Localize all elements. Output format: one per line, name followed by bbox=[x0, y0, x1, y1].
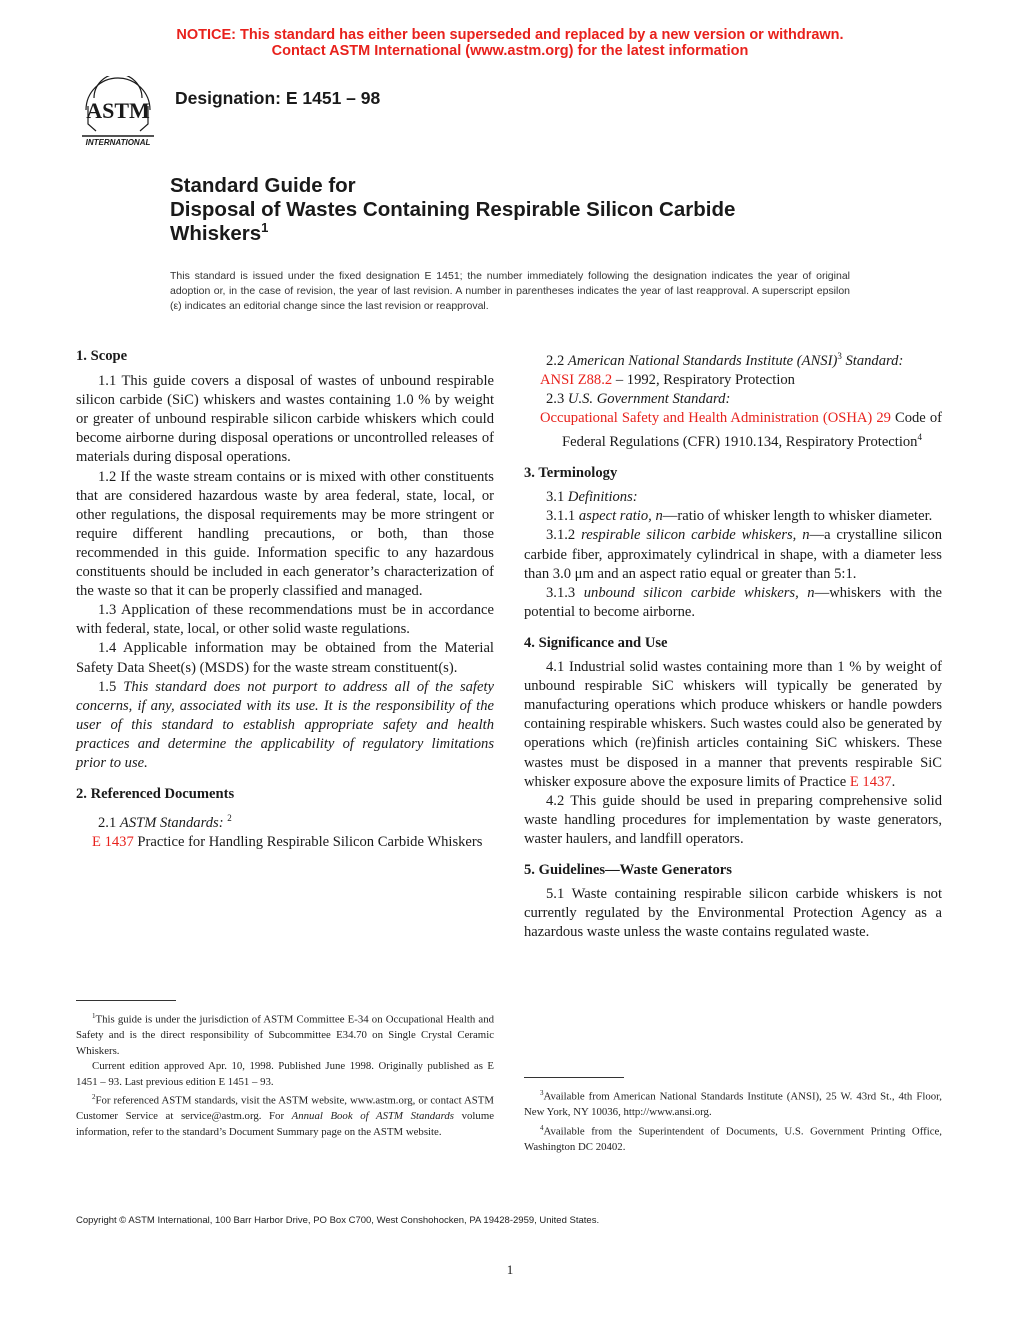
ref-osha bbox=[524, 409, 942, 452]
para-2-3 bbox=[524, 390, 942, 409]
issued-note: This standard is issued under the fixed designation E 1451; the number immediately following the designation indicates the year of original adoption or, in the case of revision, the year of last revision. A number in parentheses indicates the year of last reapproval. A superscript epsilon (ε) indicates an editorial change since the last revision or reapproval. bbox=[170, 270, 850, 312]
para-1-5-text: This standard does not purport to address all of the safety concerns, if any, associated with its use. It is the responsibility of the user of this standard to establish appropriate safety and health practices and determine the applicability of regulatory limitations prior to use. bbox=[76, 678, 494, 771]
para-2-2-num: 2.2 bbox=[546, 352, 565, 369]
para-3-1-1 bbox=[524, 507, 942, 526]
term-unbound-whiskers: unbound silicon carbide whiskers, n bbox=[583, 584, 815, 601]
title-line-3: Whiskers bbox=[170, 222, 262, 245]
para-2-2-label: American National Standards Institute (ANSI) bbox=[567, 352, 838, 369]
footnote-rule-left bbox=[76, 1000, 176, 1001]
para-1-5-num: 1.5 bbox=[98, 678, 117, 695]
title-footnote-mark: 1 bbox=[261, 220, 269, 236]
footnote-rule-right bbox=[524, 1077, 624, 1078]
para-3-1-3-num: 3.1.3 bbox=[546, 584, 576, 601]
section-referenced-heading: 2. Referenced Documents bbox=[76, 786, 235, 803]
copyright: Copyright © ASTM International, 100 Barr Harbor Drive, PO Box C700, West Conshohocken, PA 19428-2959, United States. bbox=[76, 1215, 600, 1226]
para-3-1-2 bbox=[524, 526, 942, 583]
def-aspect-ratio: —ratio of whisker length to whisker diameter. bbox=[662, 508, 933, 525]
section-guidelines-heading: 5. Guidelines—Waste Generators bbox=[524, 861, 732, 878]
para-2-1-sup: 2 bbox=[227, 813, 232, 824]
title-line-1: Standard Guide for bbox=[170, 174, 356, 197]
para-4-1-text: 4.1 Industrial solid wastes containing more than 1 % by weight of unbound respirable SiC whiskers will typically be generated by manufacturing operations which produce whiskers or handle powders containing respirable whiskers. Such wastes could also be generated by operations which (re)finish articles containing SiC whiskers. These wastes must be disposed in a manner that prevents respirable SiC whisker exposure above the exposure limits of Practice bbox=[524, 659, 942, 790]
ref-e1437-link[interactable]: E 1437 bbox=[92, 834, 134, 851]
notice-line-2: Contact ASTM International (www.astm.org) for the latest information bbox=[271, 43, 749, 59]
notice-line-1: NOTICE: This standard has either been superseded and replaced by a new version or withdrawn. bbox=[176, 27, 844, 43]
footnotes-right bbox=[524, 1086, 942, 1155]
footnote-2-em: Annual Book of ASTM Standards bbox=[291, 1110, 455, 1123]
document-title bbox=[170, 174, 950, 246]
ref-ansi-link[interactable]: ANSI Z88.2 bbox=[540, 371, 613, 388]
footnote-2-text-a: For referenced ASTM standards, visit the ASTM website, www.astm.org, or contact ASTM Customer Service at service@astm.org. For bbox=[76, 1094, 494, 1123]
footnote-4 bbox=[524, 1121, 942, 1156]
footnote-3-mark: 3 bbox=[540, 1089, 544, 1097]
page-number: 1 bbox=[506, 1262, 514, 1277]
ref-osha-link[interactable]: Occupational Safety and Health Administration (OSHA) 29 bbox=[540, 410, 891, 427]
section-terminology-heading: 3. Terminology bbox=[524, 465, 618, 482]
footnote-3 bbox=[524, 1086, 942, 1121]
para-4-1-link[interactable]: E 1437 bbox=[849, 773, 892, 790]
footnote-1-mark: 1 bbox=[92, 1012, 96, 1020]
term-aspect-ratio: aspect ratio, n bbox=[578, 508, 663, 525]
para-2-2-sup: 3 bbox=[837, 351, 842, 361]
para-1-5 bbox=[76, 678, 494, 773]
logo-subtext: INTERNATIONAL bbox=[85, 138, 151, 147]
para-4-1-end: . bbox=[891, 773, 896, 790]
para-2-1 bbox=[76, 809, 494, 833]
ref-ansi-text: – 1992, Respiratory Protection bbox=[615, 371, 795, 388]
footnote-4-text: Available from the Superintendent of Documents, U.S. Government Printing Office, Washington DC 20402. bbox=[524, 1125, 942, 1153]
para-3-1-3 bbox=[524, 584, 942, 622]
footnote-2-mark: 2 bbox=[92, 1093, 96, 1102]
footnote-1-b: Current edition approved Apr. 10, 1998. Published June 1998. Originally published as E 1451 – 93. Last previous edition E 1451 – 93. bbox=[76, 1060, 494, 1088]
para-3-1-1-num: 3.1.1 bbox=[546, 508, 576, 525]
para-2-3-label: U.S. Government Standard: bbox=[567, 391, 731, 408]
para-1-2: 1.2 If the waste stream contains or is mixed with other constituents that are considered hazardous waste by area federal, state, local, or other regulations, the disposal requirements may be more stringent or require different handling precautions, or both, than those recommended in this guide. Information specific to any hazardous constituents should be included in each generator’s characterization of the waste so that it can be properly classified and managed. bbox=[76, 468, 494, 600]
superseded-notice bbox=[0, 27, 1020, 59]
para-3-1 bbox=[524, 488, 942, 507]
footnote-2-text-b: volume information, refer to the standard’s Document Summary page on the ASTM website. bbox=[76, 1110, 495, 1138]
left-column bbox=[76, 347, 494, 852]
para-5-1: 5.1 Waste containing respirable silicon carbide whiskers is not currently regulated by the Environmental Protection Agency as a hazardous waste unless the waste contains regulated waste. bbox=[524, 886, 942, 941]
footnote-2 bbox=[76, 1090, 494, 1140]
section-significance-heading: 4. Significance and Use bbox=[524, 634, 668, 651]
footnote-3-text: Available from American National Standards Institute (ANSI), 25 W. 43rd St., 4th Floor, New York, NY 10036, http://www.ansi.org. bbox=[524, 1090, 942, 1119]
footnote-1-text: This guide is under the jurisdiction of ASTM Committee E-34 on Occupational Health and Safety and is the direct responsibility of Subcommittee E34.70 on Single Crystal Ceramic Whiskers. bbox=[76, 1013, 494, 1057]
para-3-1-2-num: 3.1.2 bbox=[546, 527, 576, 544]
term-respirable-whiskers: respirable silicon carbide whiskers, n bbox=[581, 527, 810, 544]
footnotes-left bbox=[76, 1009, 494, 1140]
ref-e1437 bbox=[76, 833, 494, 852]
footnote-4-mark: 4 bbox=[540, 1123, 544, 1132]
ref-osha-sup: 4 bbox=[917, 432, 922, 443]
designation: Designation: E 1451 – 98 bbox=[175, 88, 381, 108]
para-2-1-label: ASTM Standards: bbox=[119, 815, 224, 832]
section-scope-heading: 1. Scope bbox=[76, 348, 128, 364]
def-unbound-whiskers: —whiskers with the potential to become airborne. bbox=[524, 584, 942, 620]
astm-logo bbox=[76, 76, 160, 150]
para-4-2: 4.2 This guide should be used in preparing comprehensive solid waste handling procedures for implementation by waste generators, waster haulers, and landfill operators. bbox=[524, 792, 942, 847]
para-2-2 bbox=[524, 347, 942, 371]
para-3-1-label: Definitions: bbox=[567, 489, 638, 506]
def-respirable-whiskers: —a crystalline silicon carbide fiber, approximately cylindrical in shape, with a diameter less than 3.0 μm and an aspect ratio equal or greater than 5:1. bbox=[524, 527, 942, 582]
para-1-3: 1.3 Application of these recommendations must be in accordance with federal, state, local, or other solid waste regulations. bbox=[76, 602, 494, 638]
para-4-1 bbox=[524, 658, 942, 792]
footnote-1 bbox=[76, 1009, 494, 1059]
right-column bbox=[524, 347, 942, 942]
ref-ansi bbox=[524, 371, 942, 390]
ref-osha-text: Code of Federal Regulations (CFR) 1910.134, Respiratory Protection bbox=[562, 410, 942, 451]
ref-e1437-text: Practice for Handling Respirable Silicon Carbide Whiskers bbox=[137, 834, 483, 851]
title-line-2: Disposal of Wastes Containing Respirable Silicon Carbide bbox=[170, 198, 736, 221]
para-2-2-tail: Standard: bbox=[845, 352, 904, 369]
para-1-1: 1.1 This guide covers a disposal of wastes of unbound respirable silicon carbide (SiC) whiskers and wastes containing 1.0 % by weight or greater of unbound respirable silicon carbide whiskers which could become airborne during disposal operations or uncontrolled releases of materials during disposal operations. bbox=[76, 373, 494, 466]
svg-text:ASTM: ASTM bbox=[86, 98, 150, 123]
para-2-3-num: 2.3 bbox=[546, 391, 565, 408]
para-3-1-num: 3.1 bbox=[546, 489, 565, 506]
para-1-4: 1.4 Applicable information may be obtained from the Material Safety Data Sheet(s) (MSDS) for the waste stream constituent(s). bbox=[76, 640, 494, 676]
para-2-1-num: 2.1 bbox=[98, 815, 117, 832]
